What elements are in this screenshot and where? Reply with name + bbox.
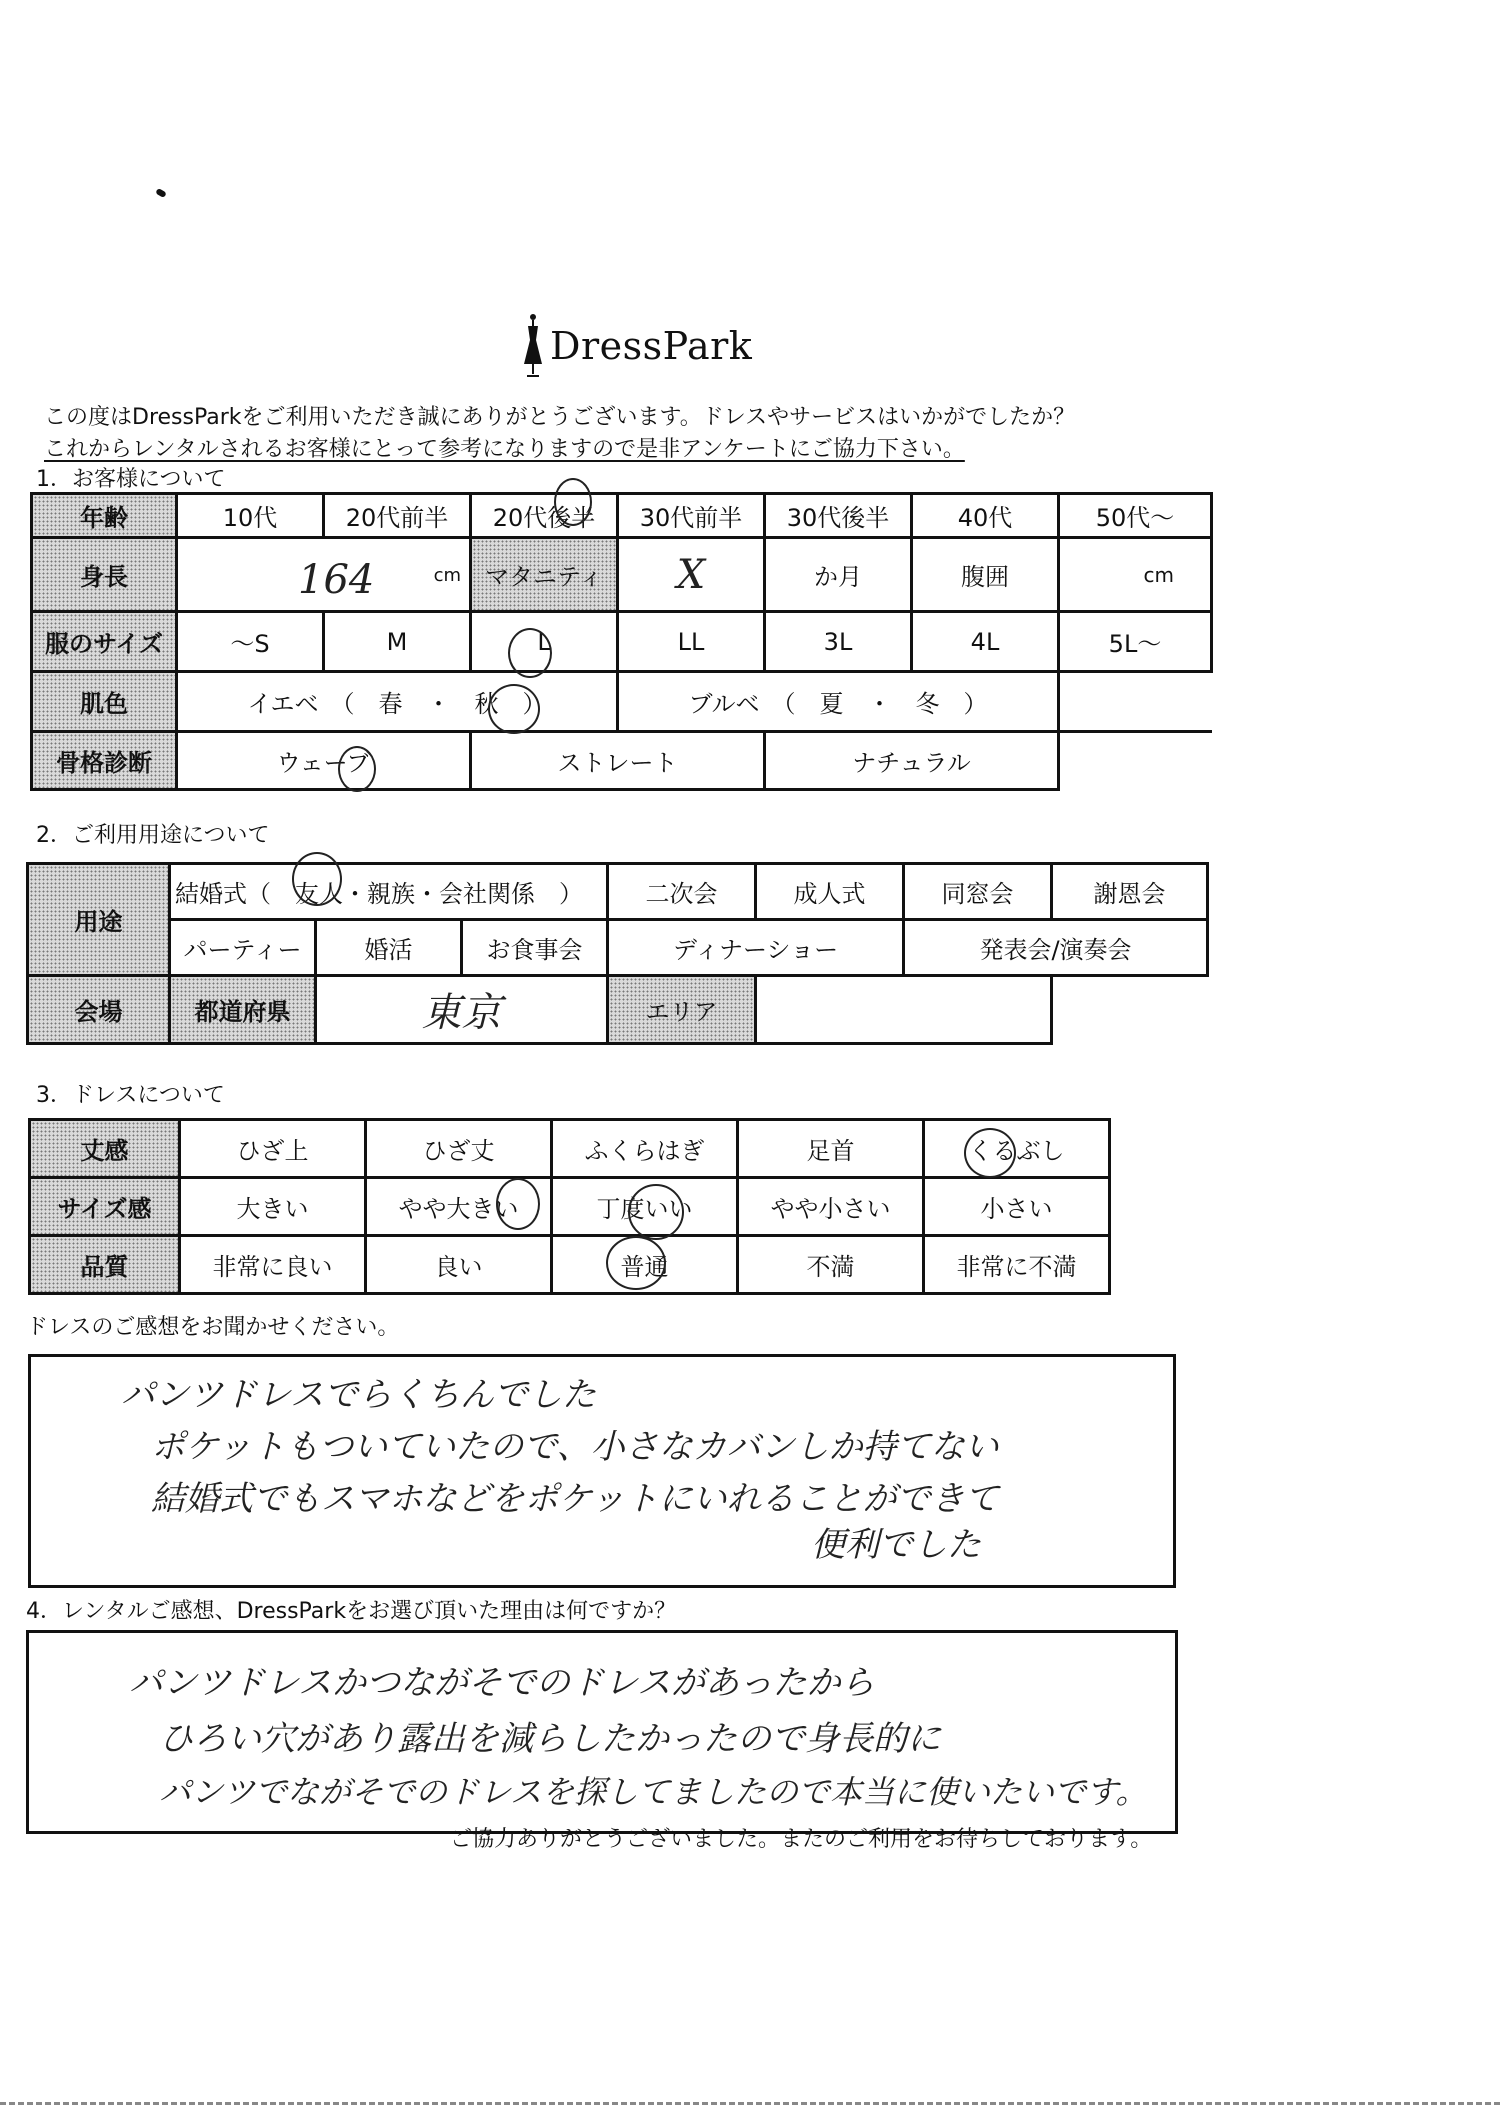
size-option[interactable]: L — [471, 612, 618, 672]
mark-circle — [628, 1184, 684, 1240]
mark-circle — [292, 852, 342, 906]
mark-circle — [496, 1178, 540, 1230]
closing-message: ご協力ありがとうございました。またのご利用をお待ちしております。 — [450, 1827, 1153, 1852]
impression-line: 結婚式でもスマホなどをポケットにいれることができて — [151, 1479, 999, 1519]
length-option[interactable]: ひざ丈 — [366, 1120, 552, 1178]
empty-cell — [1059, 732, 1212, 790]
reason-answer-box[interactable] — [26, 1630, 1178, 1834]
waist-field[interactable] — [1059, 538, 1212, 612]
length-option[interactable]: ふくらはぎ — [552, 1120, 738, 1178]
size-option[interactable]: LL — [618, 612, 765, 672]
purpose-option[interactable]: ディナーショー — [608, 920, 904, 976]
skin-label: 肌色 — [32, 672, 177, 732]
mark-circle — [606, 1236, 666, 1290]
impression-line: 便利でした — [811, 1525, 981, 1565]
logo-text: DressPark — [550, 324, 753, 368]
waist-unit: cm — [1143, 562, 1174, 587]
fit-row — [30, 1178, 1110, 1236]
section4-title: 4．レンタルご感想、DressParkをお選び頂いた理由は何ですか？ — [26, 1599, 677, 1624]
wedding-option[interactable]: 結婚式（ 友人・親族・会社関係 ） — [170, 864, 608, 920]
age-option[interactable]: 50代～ — [1059, 494, 1212, 538]
mark-circle — [488, 684, 540, 734]
quality-option[interactable]: 良い — [366, 1236, 552, 1294]
length-row — [30, 1120, 1110, 1178]
size-option[interactable]: M — [324, 612, 471, 672]
fit-option[interactable]: やや大きい — [366, 1178, 552, 1236]
purpose-option[interactable]: 同窓会 — [904, 864, 1052, 920]
quality-label: 品質 — [30, 1236, 180, 1294]
dresspark-logo — [520, 312, 760, 382]
customer-table — [30, 492, 1213, 791]
impression-line: ポケットもついていたので、小さなカバンしか持てない — [151, 1427, 999, 1467]
reason-line: パンツでながそでのドレスを探してましたので本当に使いたいです。 — [159, 1773, 1148, 1811]
height-row — [32, 538, 1212, 612]
size-row — [32, 612, 1212, 672]
skeleton-option[interactable]: ナチュラル — [765, 732, 1059, 790]
maternity-label: マタニティ — [471, 538, 618, 612]
size-option[interactable]: 3L — [765, 612, 912, 672]
length-option[interactable]: 足首 — [738, 1120, 924, 1178]
skin-blue-option[interactable]: ブルベ （ 夏 ・ 冬 ） — [618, 672, 1059, 732]
section2-title: 2．ご利用用途について — [36, 823, 270, 848]
empty-cell — [1052, 976, 1208, 1044]
height-unit: cm — [433, 565, 461, 586]
section3-title: 3．ドレスについて — [36, 1083, 225, 1108]
section1-title: 1．お客様について — [36, 467, 226, 492]
purpose-row-1 — [28, 864, 1208, 920]
fit-option[interactable]: 小さい — [924, 1178, 1110, 1236]
skeleton-row — [32, 732, 1212, 790]
age-row — [32, 494, 1212, 538]
waist-label: 腹囲 — [912, 538, 1059, 612]
purpose-option[interactable]: 謝恩会 — [1052, 864, 1208, 920]
mark-circle — [964, 1128, 1016, 1178]
purpose-option[interactable]: 二次会 — [608, 864, 756, 920]
age-option[interactable]: 30代前半 — [618, 494, 765, 538]
age-option[interactable]: 20代前半 — [324, 494, 471, 538]
height-field[interactable] — [177, 538, 471, 612]
prefecture-label: 都道府県 — [170, 976, 316, 1044]
impression-answer-box[interactable] — [28, 1354, 1176, 1588]
fit-label: サイズ感 — [30, 1178, 180, 1236]
purpose-option[interactable]: 成人式 — [756, 864, 904, 920]
quality-row — [30, 1236, 1110, 1294]
size-label: 服のサイズ — [32, 612, 177, 672]
quality-option[interactable]: 非常に不満 — [924, 1236, 1110, 1294]
scan-edge-line — [0, 2102, 1500, 2105]
purpose-option[interactable]: 婚活 — [316, 920, 462, 976]
purpose-option[interactable]: 発表会/演奏会 — [904, 920, 1208, 976]
height-value: 164 — [298, 557, 375, 603]
skeleton-option[interactable]: ストレート — [471, 732, 765, 790]
skin-row — [32, 672, 1212, 732]
length-option[interactable]: ひざ上 — [180, 1120, 366, 1178]
age-label: 年齢 — [32, 494, 177, 538]
impression-prompt: ドレスのご感想をお聞かせください。 — [26, 1315, 400, 1340]
maternity-field[interactable] — [618, 538, 765, 612]
size-option[interactable]: ～S — [177, 612, 324, 672]
age-option[interactable]: 30代後半 — [765, 494, 912, 538]
mark-circle — [554, 478, 592, 526]
fit-option[interactable]: やや小さい — [738, 1178, 924, 1236]
area-field[interactable] — [756, 976, 1052, 1044]
fit-option[interactable]: 大きい — [180, 1178, 366, 1236]
purpose-table — [26, 862, 1209, 1045]
quality-option[interactable]: 非常に良い — [180, 1236, 366, 1294]
size-option[interactable]: 5L～ — [1059, 612, 1212, 672]
purpose-option[interactable]: お食事会 — [462, 920, 608, 976]
skeleton-label: 骨格診断 — [32, 732, 177, 790]
purpose-row-2 — [28, 920, 1208, 976]
prefecture-field[interactable] — [316, 976, 608, 1044]
age-option[interactable]: 20代後半 — [471, 494, 618, 538]
mark-circle — [508, 628, 552, 678]
dress-icon — [520, 312, 546, 378]
quality-option[interactable]: 普通 — [552, 1236, 738, 1294]
age-option[interactable]: 40代 — [912, 494, 1059, 538]
skeleton-option[interactable]: ウェーブ — [177, 732, 471, 790]
area-label: エリア — [608, 976, 756, 1044]
reason-line: ひろい穴があり露出を減らしたかったので身長的に — [159, 1719, 941, 1759]
size-option[interactable]: 4L — [912, 612, 1059, 672]
length-option[interactable]: くるぶし — [924, 1120, 1110, 1178]
months-unit: か月 — [765, 538, 912, 612]
scan-speck — [155, 188, 167, 198]
fit-option[interactable]: 丁度いい — [552, 1178, 738, 1236]
maternity-value: X — [676, 551, 706, 598]
dress-table — [28, 1118, 1111, 1295]
skin-yellow-option[interactable]: イエベ （ 春 ・ 秋 ） — [177, 672, 618, 732]
purpose-label: 用途 — [28, 864, 170, 976]
prefecture-value: 東京 — [421, 990, 502, 1036]
empty-cell — [1059, 672, 1212, 732]
venue-row — [28, 976, 1208, 1044]
age-option[interactable]: 10代 — [177, 494, 324, 538]
length-label: 丈感 — [30, 1120, 180, 1178]
purpose-option[interactable]: パーティー — [170, 920, 316, 976]
venue-label: 会場 — [28, 976, 170, 1044]
reason-line: パンツドレスかつながそでのドレスがあったから — [129, 1663, 875, 1703]
intro-line-1: この度はDressParkをご利用いただき誠にありがとうございます。ドレスやサービスはいかがでしたか？ — [44, 405, 1076, 430]
quality-option[interactable]: 不満 — [738, 1236, 924, 1294]
height-label: 身長 — [32, 538, 177, 612]
intro-line-2: これからレンタルされるお客様にとって参考になりますので是非アンケートにご協力下さい。 — [44, 437, 965, 462]
impression-line: パンツドレスでらくちんでした — [121, 1375, 596, 1415]
mark-circle — [338, 746, 376, 792]
